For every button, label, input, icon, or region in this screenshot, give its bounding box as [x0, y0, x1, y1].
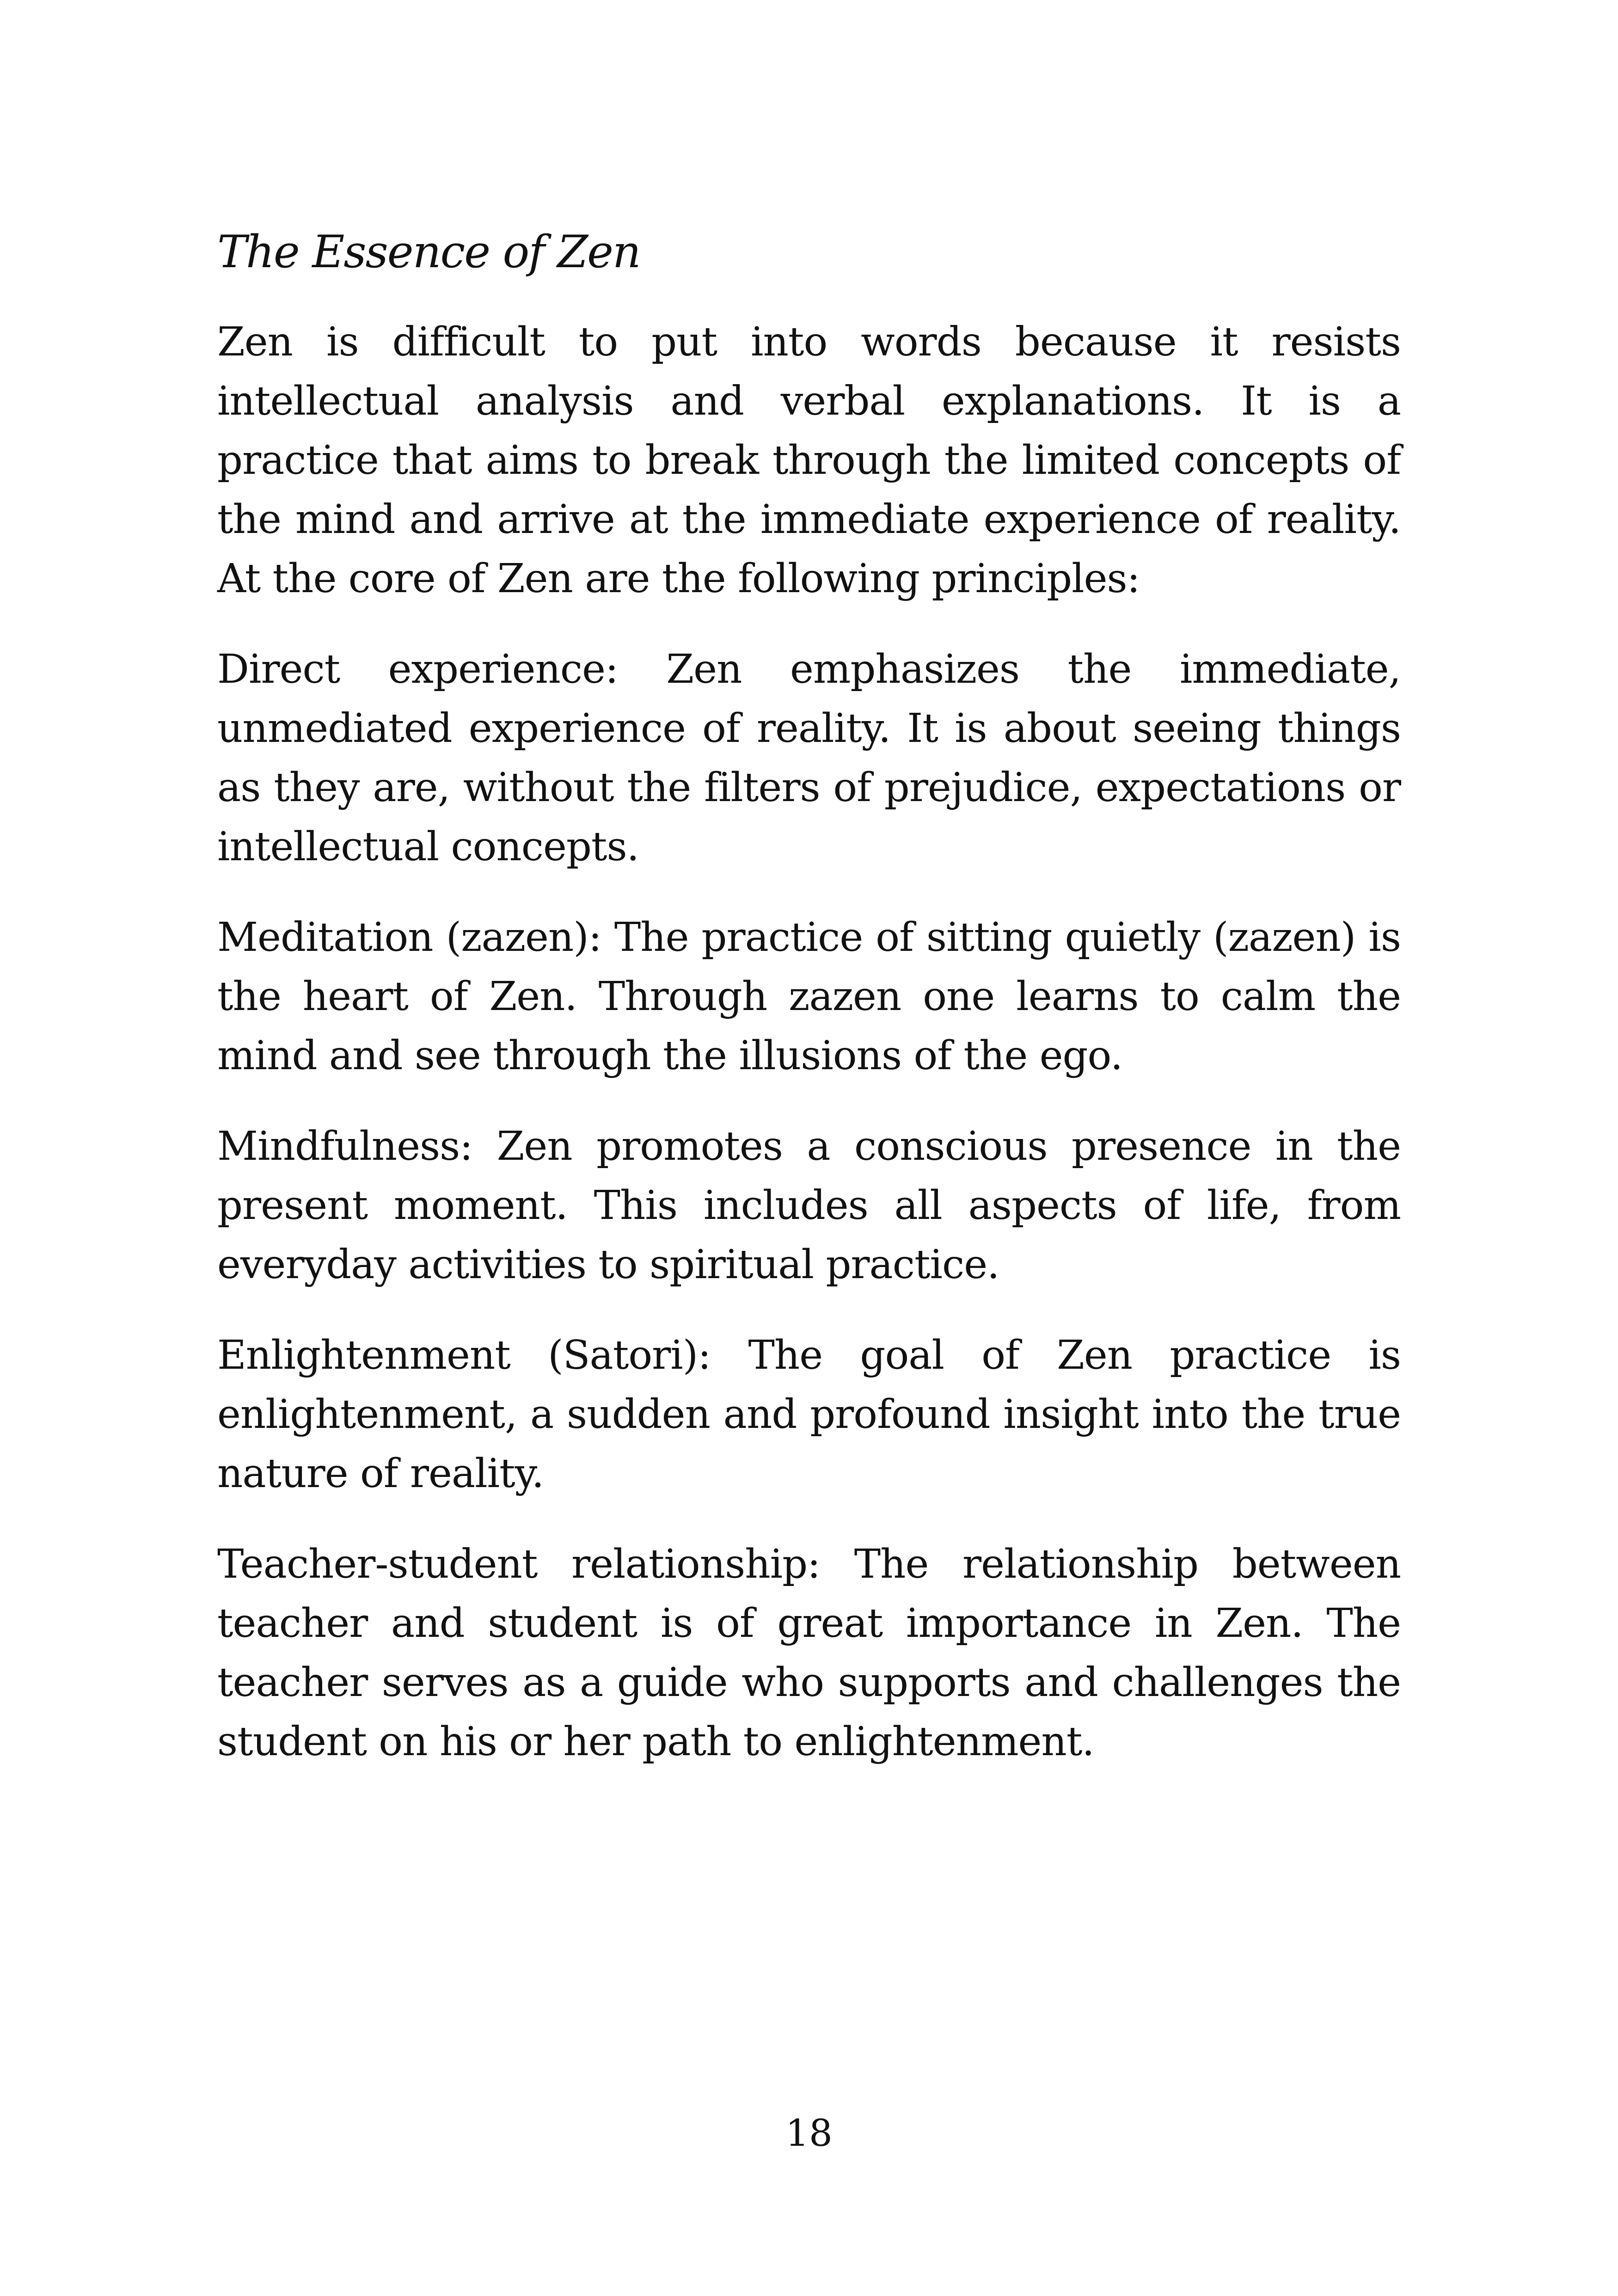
principle-direct-experience: Direct experience: Zen emphasizes the immediate, unmediated experience of reality. It is about seeing things as they are, without the filters of prejudice, expectations or intellectual concepts. [217, 646, 1401, 870]
principle-mindfulness: Mindfulness: Zen promotes a conscious presence in the present moment. This includes all aspects of life, from everyday activities to spiritual practice. [217, 1123, 1401, 1288]
section-title: The Essence of Zen [217, 226, 640, 278]
principle-enlightenment: Enlightenment (Satori): The goal of Zen practice is enlightenment, a sudden and profound insight into the true nature of reality. [217, 1332, 1401, 1497]
intro-paragraph: Zen is difficult to put into words because it resists intellectual analysis and verbal explanations. It is a practice that aims to break through the limited concepts of the mind and arrive at the immediate experience of reality. At the core of Zen are the following principles: [217, 319, 1401, 602]
page-number: 18 [785, 2112, 833, 2155]
principle-meditation: Meditation (zazen): The practice of sitting quietly (zazen) is the heart of Zen. Through zazen one learns to calm the mind and see through the illusions of the ego. [217, 914, 1401, 1079]
principle-teacher-student: Teacher-student relationship: The relationship between teacher and student is of great importance in Zen. The teacher serves as a guide who supports and challenges the student on his or her path to enlightenment. [217, 1541, 1401, 1765]
page-content [217, 217, 1401, 1803]
